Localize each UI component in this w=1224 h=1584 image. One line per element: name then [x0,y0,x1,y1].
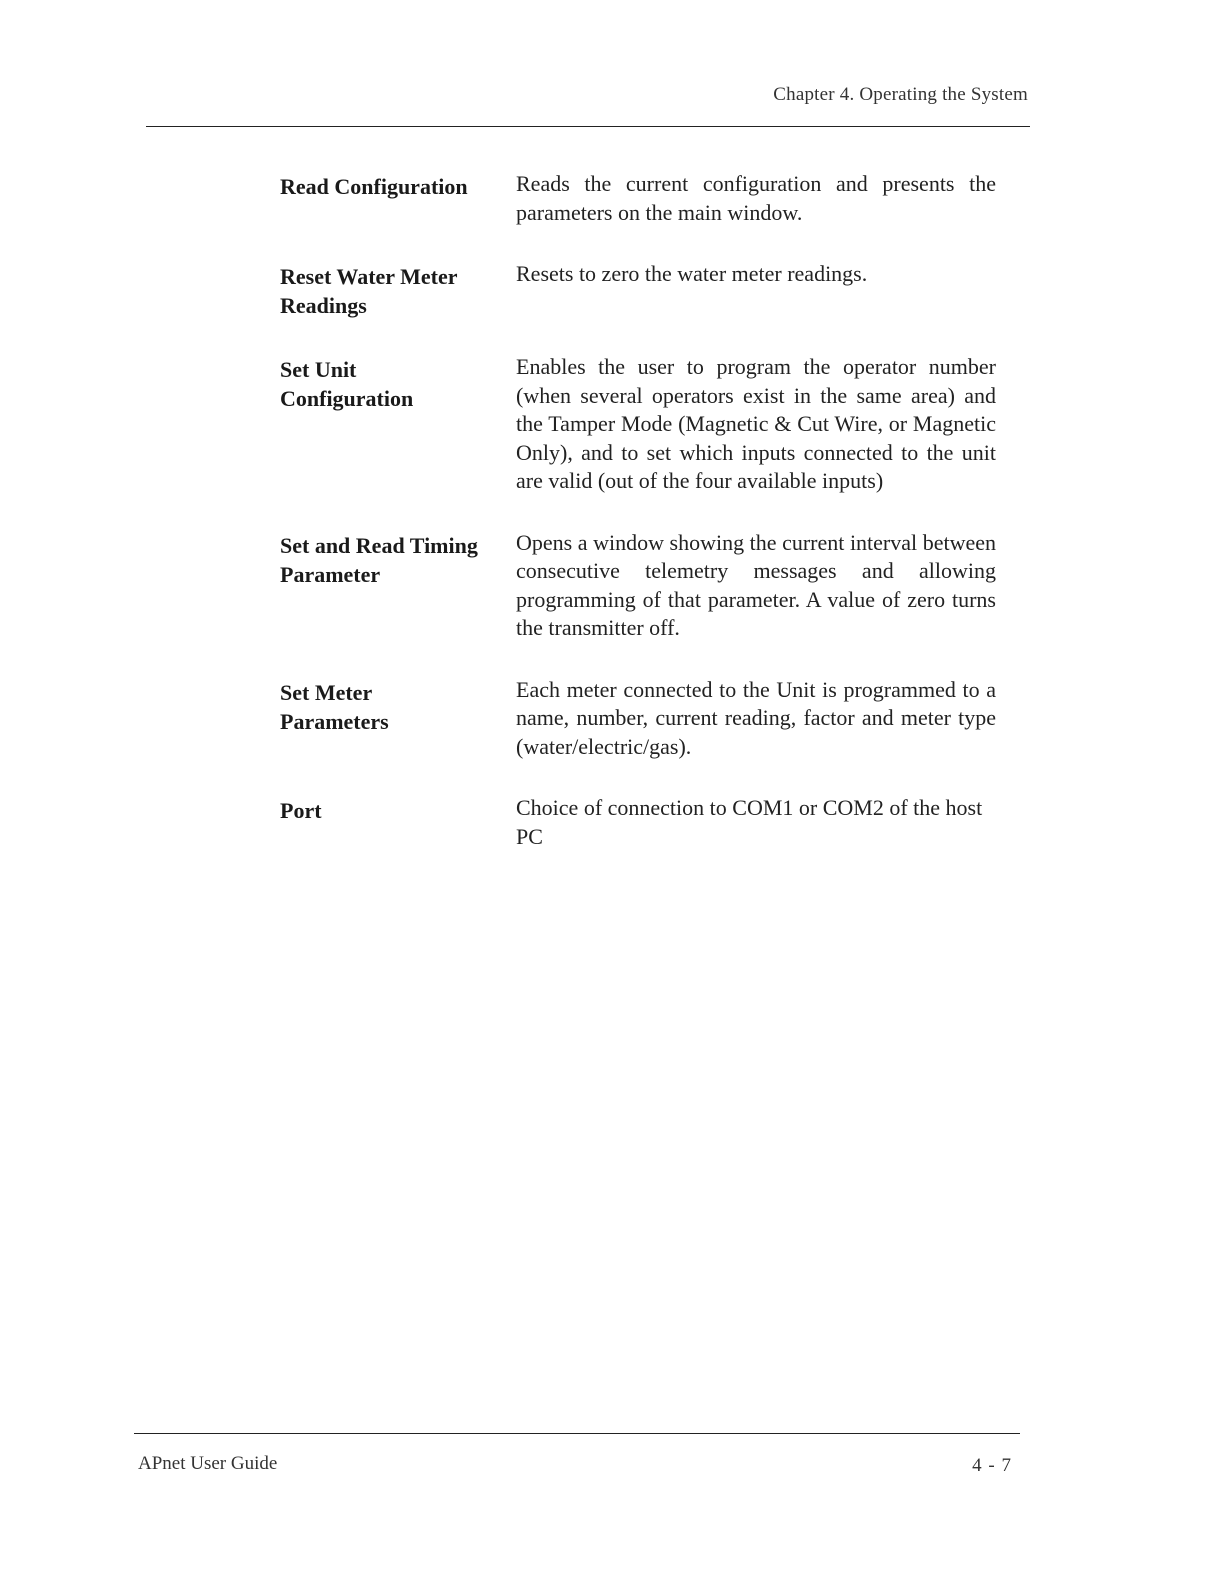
term-label: Set and Read Timing Parameter [280,532,478,587]
term-description: Reads the current configuration and presents the parameters on the main window. [516,171,996,225]
term-description: Opens a window showing the current interval between consecutive telemetry messages and allowing programming of that parameter. A value of zero turns the transmitter off. [516,529,996,640]
definition-entry-set-unit-configuration [280,353,996,496]
running-header: Chapter 4. Operating the System [773,84,1028,105]
header-rule [146,126,1030,127]
term-label: Port [280,798,322,823]
definition-entry-reset-water-meter-readings [280,260,996,320]
footer-guide-title: APnet User Guide [138,1453,278,1474]
term-label: Set Unit Configuration [280,357,414,411]
term-description: Resets to zero the water meter readings. [516,261,868,286]
term-label: Set Meter Parameters [280,679,389,734]
footer-page-number: 4 - 7 [972,1455,1012,1476]
term-description: Each meter connected to the Unit is programmed to a name, number, current reading, factor and meter type (water/electric/gas). [516,676,996,759]
definition-list [280,170,996,884]
term-description: Choice of connection to COM1 or COM2 of the host PC [516,795,983,849]
footer-rule [134,1433,1020,1434]
definition-entry-port [280,794,996,851]
definition-entry-set-and-read-timing-parameter [280,529,996,643]
term-label: Read Configuration [280,174,468,199]
term-label: Reset Water Meter Readings [280,264,458,318]
definition-entry-read-configuration [280,170,996,227]
definition-entry-set-meter-parameters [280,676,996,762]
term-description: Enables the user to program the operator number (when several operators exist in the same area) and the Tamper Mode (Magnetic & Cut Wire, or Magnetic Only), and to set which inputs connected to the unit are valid (out of the four available inputs) [516,354,996,493]
